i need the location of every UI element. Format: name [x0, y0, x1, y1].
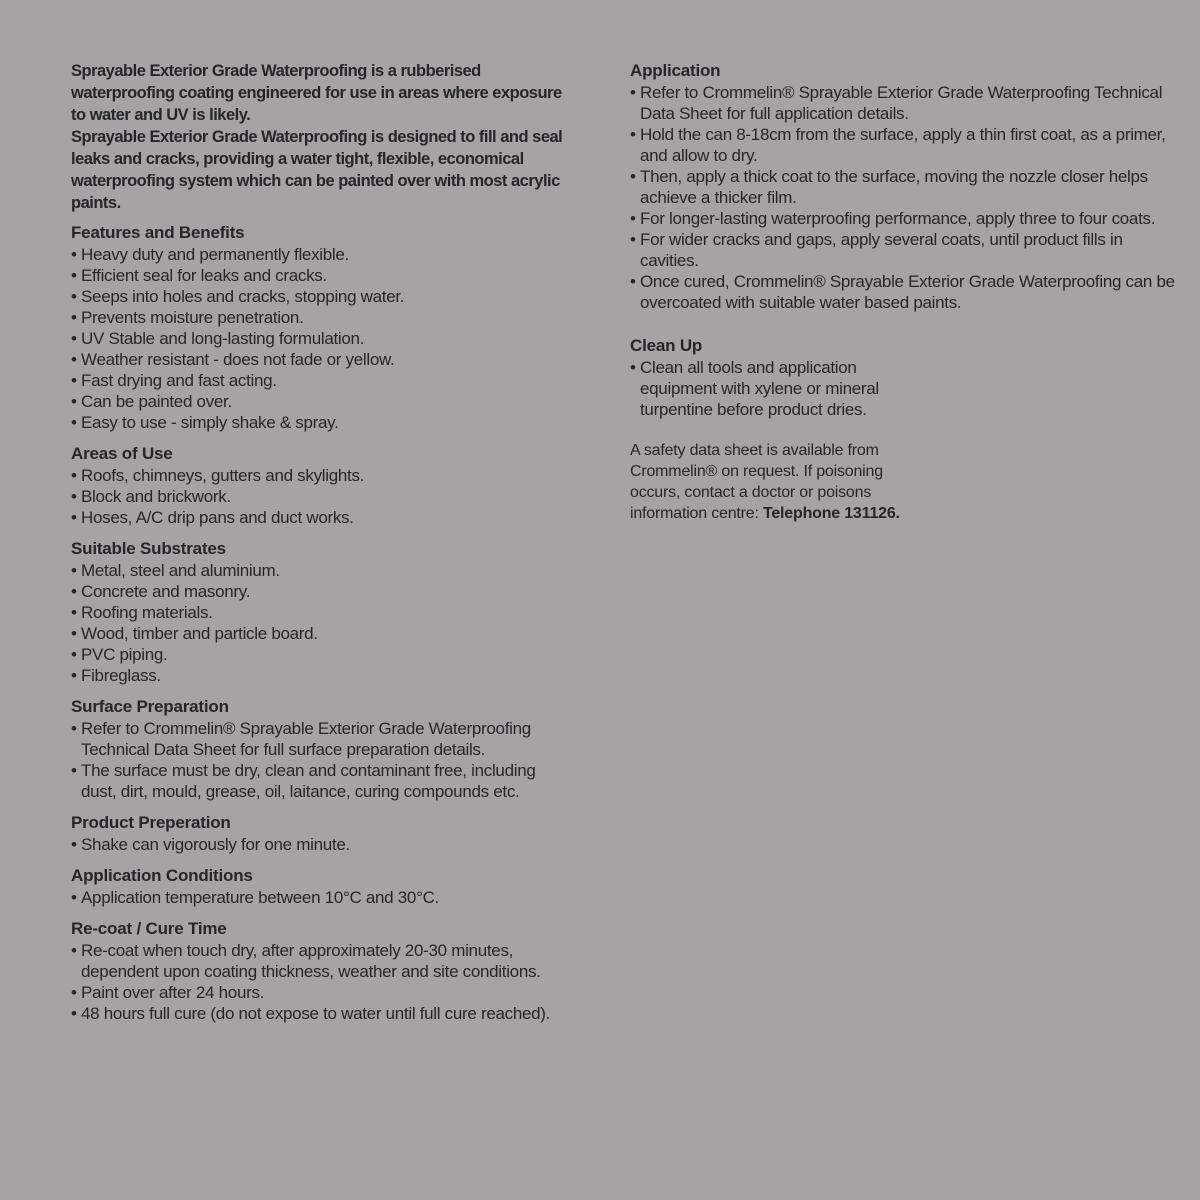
recoat-list: [71, 940, 571, 1024]
list-item: • Weather resistant - does not fade or yellow.: [71, 349, 571, 370]
list-item: • Paint over after 24 hours.: [71, 982, 571, 1003]
intro-paragraph-1: Sprayable Exterior Grade Waterproofing is a rubberised waterproofing coating engineered for use in areas where exposure to water and UV is likely.: [71, 62, 562, 124]
list-item: • Refer to Crommelin® Sprayable Exterior Grade Waterproofing Technical Data Sheet for full surface preparation details.: [71, 718, 571, 760]
list-item: • For longer-lasting waterproofing performance, apply three to four coats.: [630, 208, 1175, 229]
list-item: • Block and brickwork.: [71, 486, 571, 507]
list-item: • UV Stable and long-lasting formulation.: [71, 328, 571, 349]
list-item: • Roofing materials.: [71, 602, 571, 623]
features-heading: Features and Benefits: [71, 223, 245, 242]
list-item: • Easy to use - simply shake & spray.: [71, 412, 571, 433]
list-item: • Metal, steel and aluminium.: [71, 560, 571, 581]
list-item: • Roofs, chimneys, gutters and skylights.: [71, 465, 571, 486]
list-item: • Fast drying and fast acting.: [71, 370, 571, 391]
list-item: • Heavy duty and permanently flexible.: [71, 244, 571, 265]
cleanup-heading: Clean Up: [630, 336, 703, 355]
conditions-list: [71, 887, 571, 908]
product-prep-heading: Product Preperation: [71, 813, 231, 832]
features-section: [71, 222, 571, 433]
list-item: • Re-coat when touch dry, after approximately 20-30 minutes, dependent upon coating thickness, weather and site conditions.: [71, 940, 571, 982]
features-list: [71, 244, 571, 433]
safety-notice: [630, 440, 920, 524]
safety-text: A safety data sheet is available from Crommelin® on request. If poisoning occurs, contact a doctor or poisons information centre:: [630, 442, 883, 522]
list-item: • Once cured, Crommelin® Sprayable Exterior Grade Waterproofing can be overcoated with suitable water based paints.: [630, 271, 1175, 313]
areas-list: [71, 465, 571, 528]
list-item: • Wood, timber and particle board.: [71, 623, 571, 644]
list-item: • Can be painted over.: [71, 391, 571, 412]
surface-prep-list: [71, 718, 571, 802]
product-prep-section: [71, 812, 571, 855]
left-column: [71, 60, 571, 1024]
conditions-heading: Application Conditions: [71, 866, 253, 885]
surface-prep-heading: Surface Preparation: [71, 697, 229, 716]
cleanup-list: [630, 357, 930, 420]
list-item: • Shake can vigorously for one minute.: [71, 834, 571, 855]
list-item: • Then, apply a thick coat to the surface, moving the nozzle closer helps achieve a thicker film.: [630, 166, 1175, 208]
substrates-heading: Suitable Substrates: [71, 539, 226, 558]
list-item: • Hoses, A/C drip pans and duct works.: [71, 507, 571, 528]
list-item: • Application temperature between 10°C and 30°C.: [71, 887, 571, 908]
recoat-heading: Re-coat / Cure Time: [71, 919, 227, 938]
areas-section: [71, 443, 571, 528]
list-item: • The surface must be dry, clean and contaminant free, including dust, dirt, mould, grease, oil, laitance, curing compounds etc.: [71, 760, 571, 802]
right-column: [630, 60, 1175, 524]
list-item: • Refer to Crommelin® Sprayable Exterior Grade Waterproofing Technical Data Sheet for full application details.: [630, 82, 1175, 124]
application-list: [630, 82, 1175, 313]
cleanup-section: [630, 335, 1175, 420]
substrates-list: [71, 560, 571, 686]
list-item: • Hold the can 8-18cm from the surface, apply a thin first coat, as a primer, and allow to dry.: [630, 124, 1175, 166]
list-item: • 48 hours full cure (do not expose to water until full cure reached).: [71, 1003, 571, 1024]
application-section: [630, 60, 1175, 313]
application-heading: Application: [630, 61, 721, 80]
surface-prep-section: [71, 696, 571, 802]
product-prep-list: [71, 834, 571, 855]
recoat-section: [71, 918, 571, 1024]
list-item: • Clean all tools and application equipment with xylene or mineral turpentine before product dries.: [630, 357, 930, 420]
list-item: • Efficient seal for leaks and cracks.: [71, 265, 571, 286]
intro-paragraph-2: Sprayable Exterior Grade Waterproofing is designed to fill and seal leaks and cracks, providing a water tight, flexible, economical waterproofing system which can be painted over with most acrylic paints.: [71, 128, 563, 212]
safety-telephone: Telephone 131126.: [762, 505, 900, 522]
list-item: • PVC piping.: [71, 644, 571, 665]
intro: [71, 60, 571, 214]
list-item: • Concrete and masonry.: [71, 581, 571, 602]
list-item: • Seeps into holes and cracks, stopping water.: [71, 286, 571, 307]
list-item: • Fibreglass.: [71, 665, 571, 686]
list-item: • For wider cracks and gaps, apply several coats, until product fills in cavities.: [630, 229, 1175, 271]
areas-heading: Areas of Use: [71, 444, 173, 463]
list-item: • Prevents moisture penetration.: [71, 307, 571, 328]
substrates-section: [71, 538, 571, 686]
conditions-section: [71, 865, 571, 908]
